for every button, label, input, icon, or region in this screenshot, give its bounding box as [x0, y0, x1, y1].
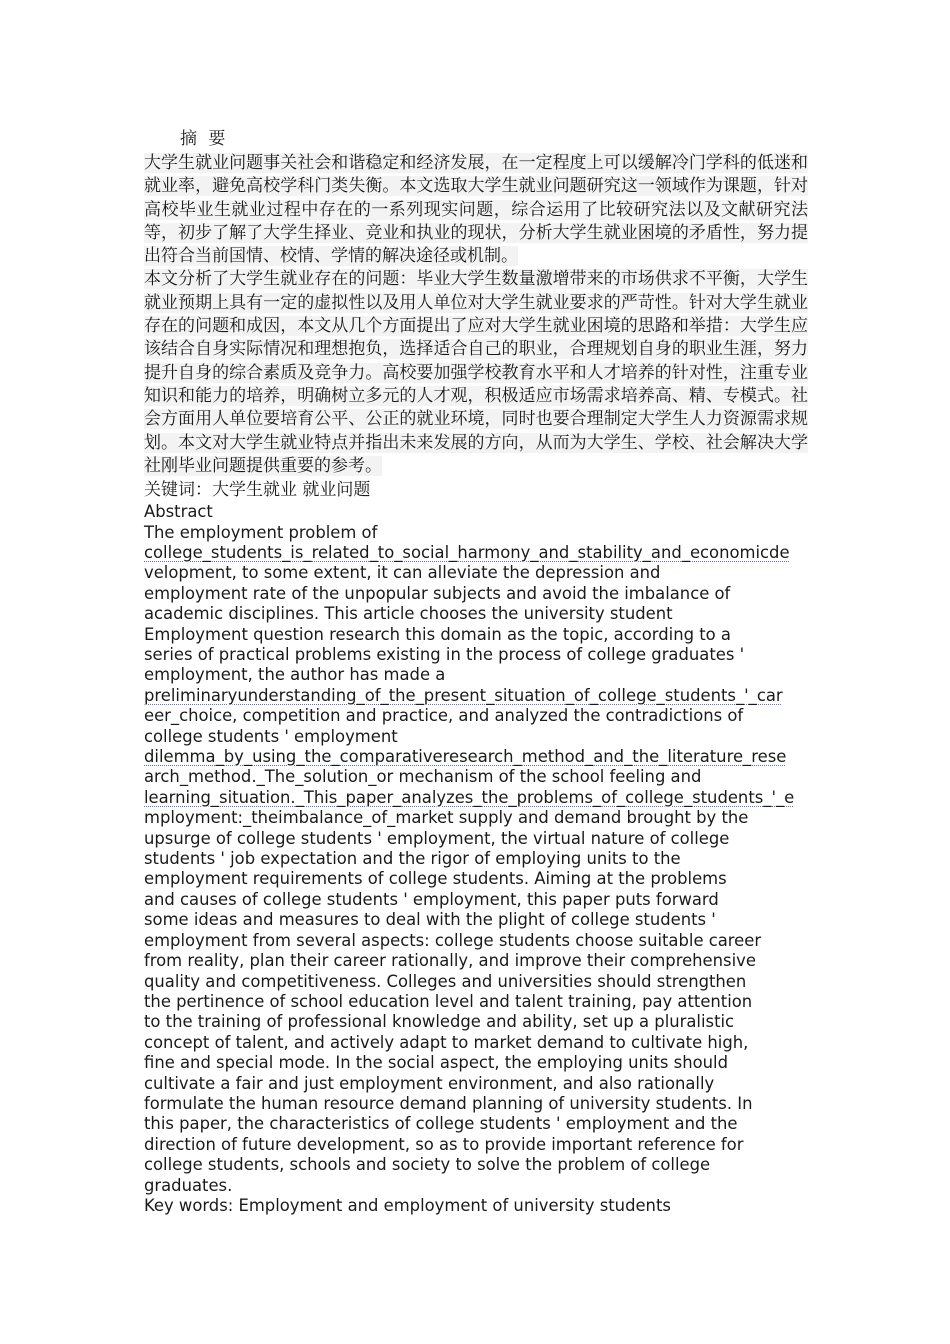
abstract-en-line: employment from several aspects: college students choose suitable career — [144, 930, 762, 950]
abstract-en-line: the pertinence of school education level and talent training, pay attention — [144, 991, 753, 1011]
abstract-en-line: to the training of professional knowledge and ability, set up a pluralistic — [144, 1012, 735, 1032]
abstract-content — [144, 126, 808, 1216]
abstract-en-line: from reality, plan their career rationally, and improve their comprehensive — [144, 951, 756, 971]
abstract-en-line: preliminaryunderstanding_of_the_present_situation_of_college_students_'_car — [144, 685, 783, 705]
abstract-en-line: The employment problem of — [144, 522, 378, 542]
abstract-en-line: and causes of college students ' employment, this paper puts forward — [144, 889, 719, 909]
abstract-en-line: upsurge of college students ' employment, the virtual nature of college — [144, 828, 730, 848]
abstract-en-line: employment, the author has made a — [144, 665, 446, 685]
abstract-en-line: employment requirements of college students. Aiming at the problems — [144, 869, 727, 889]
keywords-zh: 关键词：大学生就业 就业问题 — [144, 480, 371, 501]
abstract-en-line: series of practical problems existing in the process of college graduates ' — [144, 645, 745, 664]
abstract-en-line: college students, schools and society to solve the problem of college — [144, 1155, 711, 1175]
abstract-zh-title: 摘 要 — [180, 129, 229, 149]
abstract-zh-paragraph-1-text: 大学生就业问题事关社会和谐稳定和经济发展，在一定程度上可以缓解冷门学科的低迷和就业率，避免高校学科门类失衡。本文选取大学生就业问题研究这一领域作为课题，针对高校毕业生就业过程中存在的一系列现实问题，综合运用了比较研究法以及文献研究法等，初步了解了大学生择业、竞业和执业的现状，分析大学生就业困境的矛盾性，努力提出符合当前国情、校情、学情的解决途径或机制。 — [144, 153, 808, 267]
abstract-en-title: Abstract — [144, 502, 213, 522]
abstract-en-line: college students ' employment — [144, 726, 398, 746]
abstract-en-line: mployment:_theimbalance_of_market supply and demand brought by the — [144, 808, 749, 828]
abstract-en-line: this paper, the characteristics of college students ' employment and the — [144, 1114, 738, 1134]
keywords-en: Key words: Employment and employment of university students — [144, 1195, 671, 1215]
abstract-en-line: fine and special mode. In the social aspect, the employing units should — [144, 1053, 728, 1073]
abstract-en-line: learning_situation._This_paper_analyzes_the_problems_of_college_students_'_e — [144, 787, 795, 807]
abstract-en-line: concept of talent, and actively adapt to market demand to cultivate high, — [144, 1032, 749, 1052]
abstract-en-line: academic disciplines. This article chooses the university student — [144, 604, 673, 624]
abstract-en-line: dilemma_by_using_the_comparativeresearch_method_and_the_literature_rese — [144, 747, 787, 767]
abstract-en-line: quality and competitiveness. Colleges and universities should strengthen — [144, 971, 747, 991]
abstract-zh-paragraph-2-text: 本文分析了大学生就业存在的问题：毕业大学生数量激增带来的市场供求不平衡，大学生就业预期上具有一定的虚拟性以及用人单位对大学生就业要求的严苛性。针对大学生就业存在的问题和成因，本文从几个方面提出了应对大学生就业困境的思路和举措：大学生应该结合自身实际情况和理想抱负，选择适合自己的职业，合理规划自身的职业生涯，努力提升自身的综合素质及竞争力。高校要加强学校教育水平和人才培养的针对性，注重专业知识和能力的培养，明确树立多元的人才观，积极适应市场需求培养高、精、专模式。社会方面用人单位要培育公平、公正的就业环境，同时也要合理制定大学生人力资源需求规划。本文对大学生就业特点并指出未来发展的方向，从而为大学生、学校、社会解决大学社刚毕业问题提供重要的参考。 — [144, 269, 808, 476]
abstract-en-line: some ideas and measures to deal with the plight of college students ' — [144, 910, 716, 930]
abstract-en-line: graduates. — [144, 1175, 233, 1195]
abstract-en-line: eer_choice, competition and practice, and analyzed the contradictions of — [144, 706, 744, 726]
abstract-en-line: college_students_is_related_to_social_harmony_and_stability_and_economicde — [144, 542, 790, 562]
abstract-en-line: arch_method._The_solution_or mechanism of the school feeling and — [144, 767, 702, 787]
abstract-en-line: employment rate of the unpopular subjects and avoid the imbalance of — [144, 583, 731, 603]
abstract-en-line: formulate the human resource demand planning of university students. In — [144, 1093, 753, 1113]
abstract-zh-paragraph-1 — [144, 152, 808, 268]
abstract-en-line: velopment, to some extent, it can alleviate the depression and — [144, 563, 661, 583]
abstract-en-line: direction of future development, so as to provide important reference for — [144, 1134, 744, 1154]
abstract-en-line: students ' job expectation and the rigor of employing units to the — [144, 849, 681, 869]
abstract-en-line: cultivate a fair and just employment environment, and also rationally — [144, 1073, 715, 1093]
abstract-zh-paragraph-2 — [144, 268, 808, 478]
abstract-en-line: Employment question research this domain as the topic, according to a — [144, 624, 731, 644]
